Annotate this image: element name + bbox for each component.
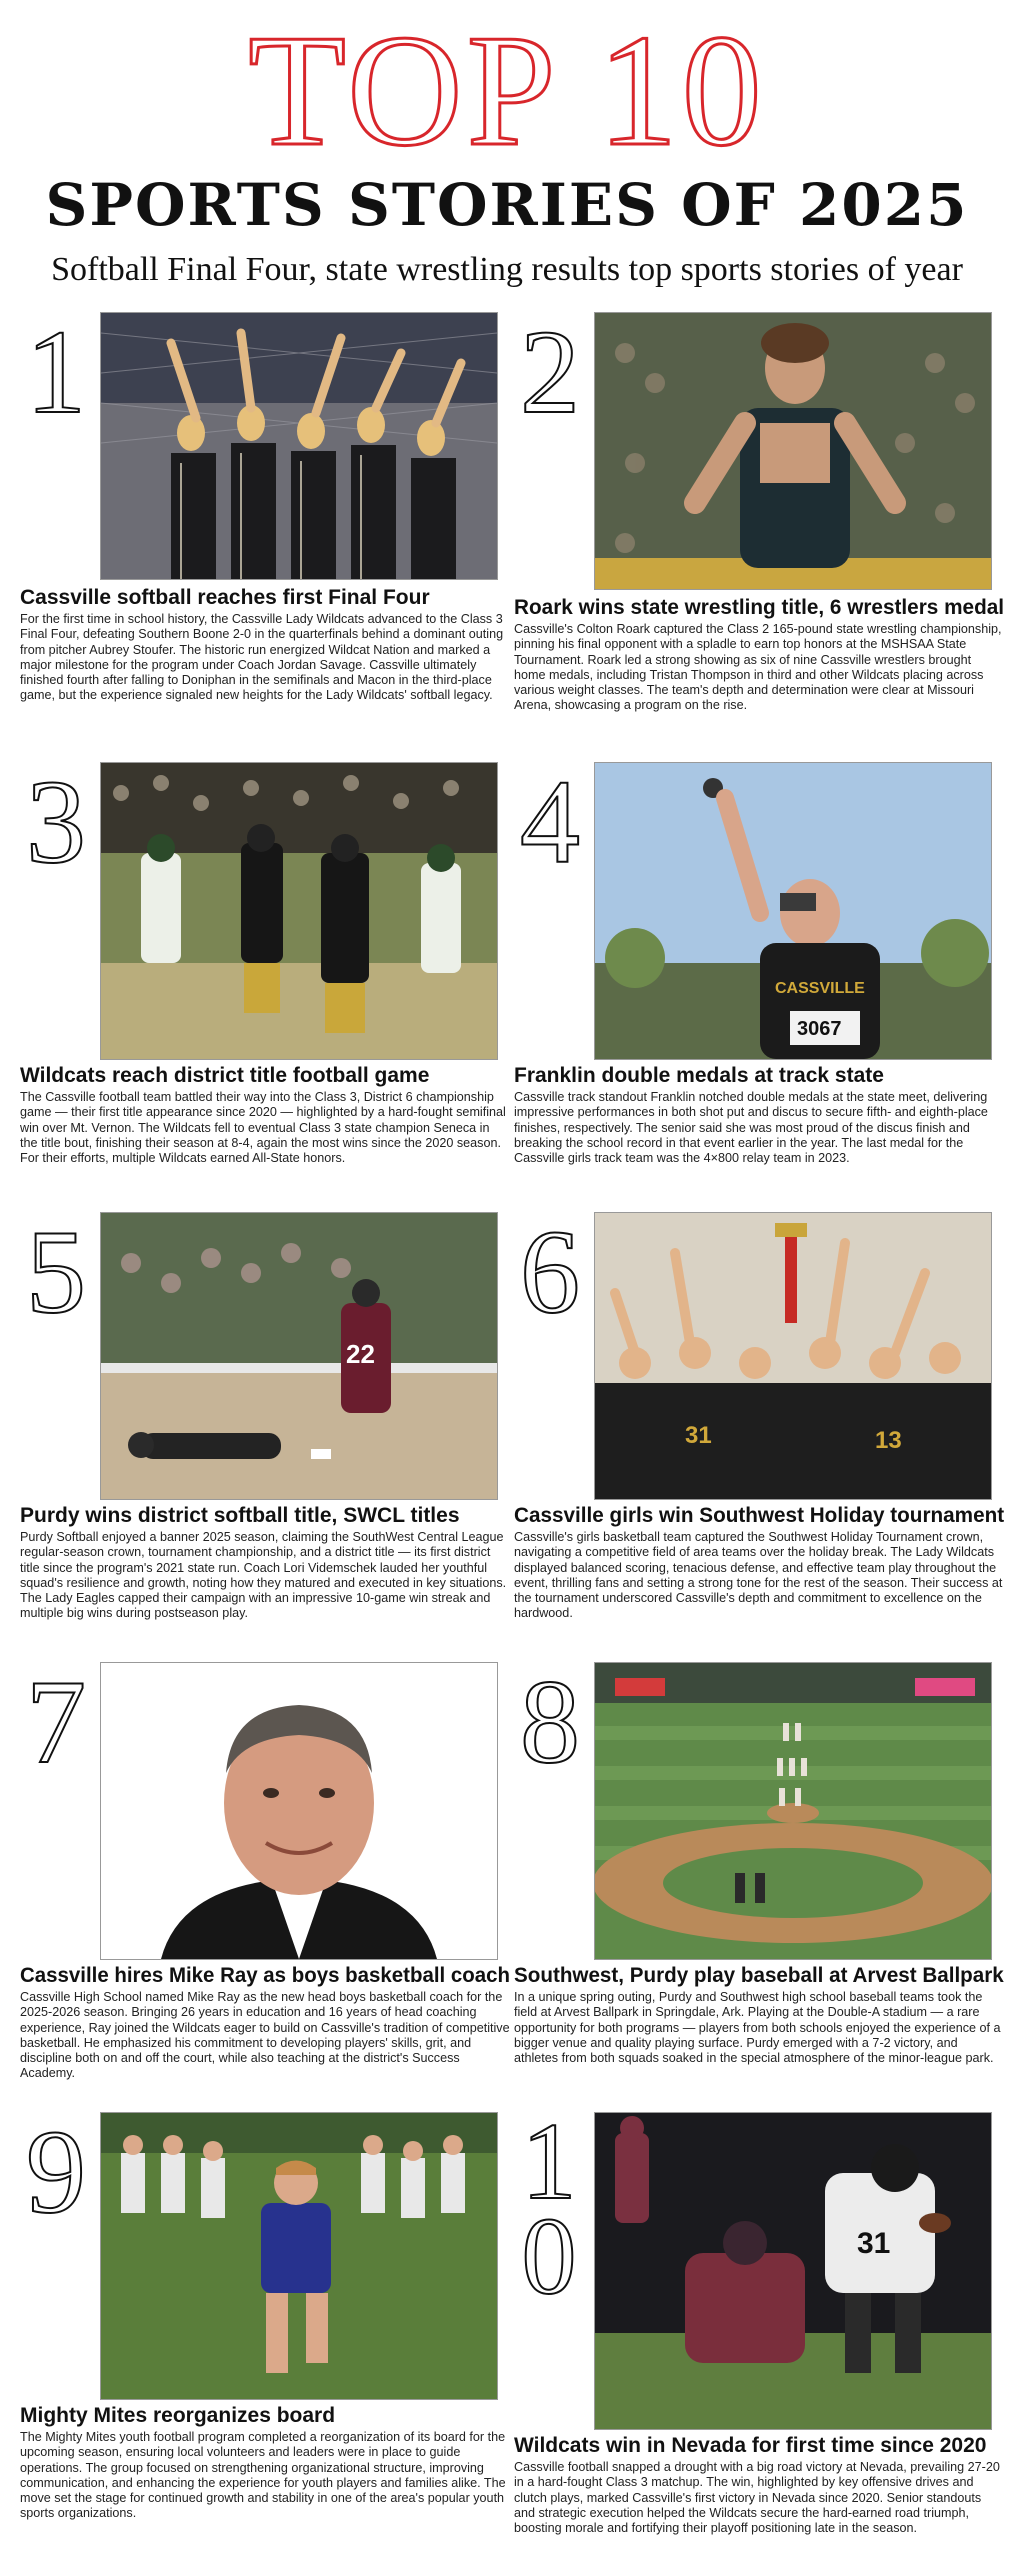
svg-text:22: 22	[346, 1339, 375, 1369]
banner-deck: Softball Final Four, state wrestling results top sports stories of year	[51, 251, 963, 288]
shot-put-athlete-photo	[594, 762, 992, 1060]
svg-text:13: 13	[875, 1427, 902, 1454]
ballpark-field-photo	[594, 1662, 992, 1960]
story-body: Cassville track standout Franklin notched double medals at the state meet, delivering impressive performances in both shot put and discus to secure fifth- and eighth-place finishes, respectively. The senior said she was most proud of the discus finish and breaking the school record in that event earlier in the year. The last medal for the Cassville girls track team was the 4×800 relay team in 2023.	[514, 1090, 988, 1166]
banner-title: TOP 10	[248, 1, 766, 179]
story-headline: Southwest, Purdy play baseball at Arvest Ballpark	[514, 1964, 1004, 1987]
story-headline: Wildcats win in Nevada for first time since 2020	[514, 2434, 987, 2457]
softball-team-celebration-photo	[100, 312, 498, 580]
story-headline: Mighty Mites reorganizes board	[20, 2404, 336, 2427]
svg-text:3067: 3067	[797, 1018, 842, 1040]
wrestler-celebration-photo	[594, 312, 992, 590]
story-body: The Cassville football team battled their way into the Class 3, District 6 championship game — their first title appearance since 2020 — highlighted by a hard-fought semifinal win over Mt. Vernon. The Wildcats fell to eventual Class 3 state champion Seneca in the title bout, finishing their season at 8-4, again the most wins since the 2020 season. For their efforts, multiple Wildcats earned All-State honors.	[20, 1090, 506, 1166]
story-body: Cassville's girls basketball team captured the Southwest Holiday Tournament crown, navigating a competitive field of area teams over the holiday break. The Lady Wildcats displayed balanced scoring, tenacious defense, and effective team play throughout the event, thrilling fans and setting a strong tone for the rest of the season. Their success at the tournament underscored Cassville's depth and commitment to excellence on the hardwood.	[514, 1530, 1003, 1621]
story-headline: Wildcats reach district title football game	[20, 1064, 430, 1087]
svg-text:31: 31	[857, 2227, 891, 2260]
banner-subtitle: SPORTS STORIES OF 2025	[45, 171, 969, 239]
svg-text:CASSVILLE: CASSVILLE	[775, 980, 865, 997]
svg-text:31: 31	[685, 1422, 712, 1449]
football-night-tackle-photo	[594, 2112, 992, 2430]
story-body: For the first time in school history, the Cassville Lady Wildcats advanced to the Class 3 Final Four, defeating Southern Boone 2-0 in the quarterfinals behind a dominant outing from pitcher Aubrey Stoufer. The historic run energized Wildcat Nation and marked a major milestone for the program under Coach Jordan Savage. Cassville ultimately finished fourth after falling to Doniphan in the semifinals and Macon in the third-place game, but the experience signaled new heights for the Lady Wildcats' softball legacy.	[20, 612, 504, 703]
story-body: Cassville High School named Mike Ray as the new head boys basketball coach for the 2025-2026 season. Bringing 26 years in education and 16 years of head coaching experience, Ray joined the Wildcats eager to build on Cassville's tradition of competitive basketball. He emphasized his commitment to developing players' skills, grit, and discipline both on and off the court, while also teaching at the district's Success Academy.	[20, 1990, 510, 2081]
football-players-on-field-photo	[100, 762, 498, 1060]
story-body: Purdy Softball enjoyed a banner 2025 season, claiming the SouthWest Central League regular-season crown, tournament championship, and a district title — its first district title since the program's 2021 state run. Coach Lori Videmschek lauded her youthful squad's resilience and growth, noting how they matured and executed in key situations. The Lady Eagles capped their campaign with an impressive 10-game win streak and multiple big wins during postseason play.	[20, 1530, 507, 1621]
story-number: 9	[26, 2105, 86, 2238]
story-number: 4	[520, 755, 580, 888]
story-number: 6	[520, 1205, 580, 1338]
story-headline: Roark wins state wrestling title, 6 wrestlers medal	[514, 596, 1005, 619]
story-number: 5	[26, 1205, 86, 1338]
basketball-team-trophy-photo	[594, 1212, 992, 1500]
story-headline: Cassville girls win Southwest Holiday tournament	[514, 1504, 1005, 1527]
softball-slide-at-base-photo	[100, 1212, 498, 1500]
story-body: Cassville's Colton Roark captured the Class 2 165-pound state wrestling championship, pinning his final opponent with a spladle to earn top honors at the MSHSAA State Tournament. Roark led a strong showing as six of nine Cassville wrestlers brought home medals, including Tristan Thompson in third and other Wildcats placing across various weight classes. The team's depth and determination were clear at Missouri Arena, showcasing a program on the rise.	[514, 622, 1002, 713]
story-number: 10	[521, 2100, 577, 2317]
story-headline: Purdy wins district softball title, SWCL titles	[20, 1504, 460, 1527]
story-number: 8	[520, 1655, 580, 1788]
story-body: In a unique spring outing, Purdy and Southwest high school baseball teams took the field at Arvest Ballpark in Springdale, Ark. Playing at the Double-A stadium — a rare opportunity for both programs — players from both schools enjoyed the experience of a bigger venue and quality playing surface. Purdy emerged with a 7-2 victory, and athletes from both squads soaked in the special atmosphere of the minor-league park.	[514, 1990, 1001, 2066]
story-body: Cassville football snapped a drought with a big road victory at Nevada, prevailing 27-20 in a hard-fought Class 3 matchup. The win, highlighted by key offensive drives and clutch plays, marked Cassville's first victory in Nevada since 2020. Senior standouts and strategic execution helped the Wildcats secure the hard-earned road triumph, boosting morale and fortifying their playoff positioning late in the season.	[514, 2460, 1000, 2536]
story-number: 1	[26, 305, 86, 438]
story-headline: Cassville hires Mike Ray as boys basketball coach	[20, 1964, 511, 1987]
story-number: 3	[26, 755, 86, 888]
story-headline: Franklin double medals at track state	[514, 1064, 884, 1087]
story-body: The Mighty Mites youth football program completed a reorganization of its board for the upcoming season, ensuring local volunteers and leaders were in place to guide operations. The group focused on strengthening organizational structure, improving communication, and enhancing the experience for youth players and families alike. The move set the stage for continued growth and stability in one of the area's popular youth sports organizations.	[20, 2430, 506, 2521]
coach-portrait-photo	[100, 1662, 498, 1960]
story-number: 2	[520, 305, 580, 438]
youth-football-kids-photo	[100, 2112, 498, 2400]
story-number: 7	[26, 1655, 86, 1788]
story-headline: Cassville softball reaches first Final Four	[20, 586, 430, 609]
